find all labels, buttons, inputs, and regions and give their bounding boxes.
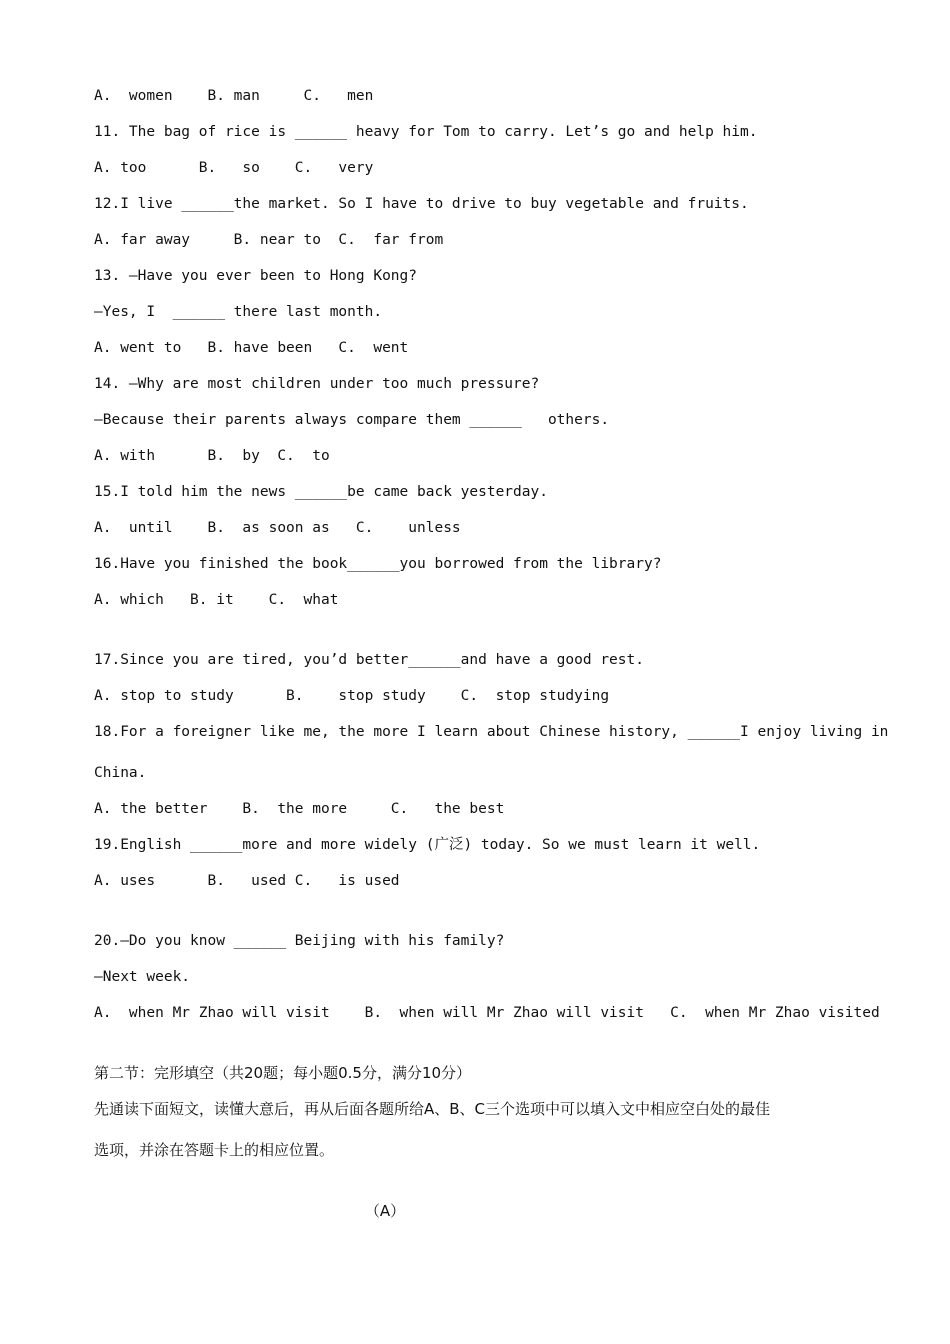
q18-stem-cont: China. <box>94 765 147 781</box>
q10-options: A. women B. man C. men <box>94 88 374 104</box>
q17-stem: 17.Since you are tired, you’d better______and have a good rest. <box>94 652 644 668</box>
q14-stem: 14. —Why are most children under too much pressure? <box>94 376 540 392</box>
q12-stem: 12.I live ______the market. So I have to drive to buy vegetable and fruits. <box>94 196 749 212</box>
q13-options: A. went to B. have been C. went <box>94 340 409 356</box>
q15-options: A. until B. as soon as C. unless <box>94 520 461 536</box>
q16-options: A. which B. it C. what <box>94 592 339 608</box>
q20-reply: —Next week. <box>94 969 191 985</box>
passage-label: （A） <box>364 1202 406 1220</box>
q13-reply: —Yes, I ______ there last month. <box>94 304 383 320</box>
q18-stem: 18.For a foreigner like me, the more I learn about Chinese history, ______I enjoy living in <box>94 724 889 740</box>
q20-options: A. when Mr Zhao will visit B. when will Mr Zhao will visit C. when Mr Zhao visited <box>94 1005 880 1021</box>
section-instructions: 先通读下面短文，读懂大意后，再从后面各题所给A、B、C三个选项中可以填入文中相应空白处的最佳 <box>94 1100 771 1118</box>
q14-reply: —Because their parents always compare them ______ others. <box>94 412 610 428</box>
q17-options: A. stop to study B. stop study C. stop studying <box>94 688 610 704</box>
q13-stem: 13. —Have you ever been to Hong Kong? <box>94 268 418 284</box>
q19-options: A. uses B. used C. is used <box>94 873 400 889</box>
q11-options: A. too B. so C. very <box>94 160 374 176</box>
q18-options: A. the better B. the more C. the best <box>94 801 505 817</box>
q16-stem: 16.Have you finished the book______you borrowed from the library? <box>94 556 662 572</box>
q14-options: A. with B. by C. to <box>94 448 330 464</box>
section-heading: 第二节：完形填空（共20题；每小题0.5分，满分10分） <box>94 1064 472 1082</box>
section-instructions-cont: 选项，并涂在答题卡上的相应位置。 <box>94 1141 335 1159</box>
q19-stem: 19.English ______more and more widely (广泛) today. So we must learn it well. <box>94 837 761 853</box>
q12-options: A. far away B. near to C. far from <box>94 232 444 248</box>
q20-stem: 20.—Do you know ______ Beijing with his family? <box>94 933 505 949</box>
q11-stem: 11. The bag of rice is ______ heavy for Tom to carry. Let’s go and help him. <box>94 124 758 140</box>
q15-stem: 15.I told him the news ______be came back yesterday. <box>94 484 548 500</box>
